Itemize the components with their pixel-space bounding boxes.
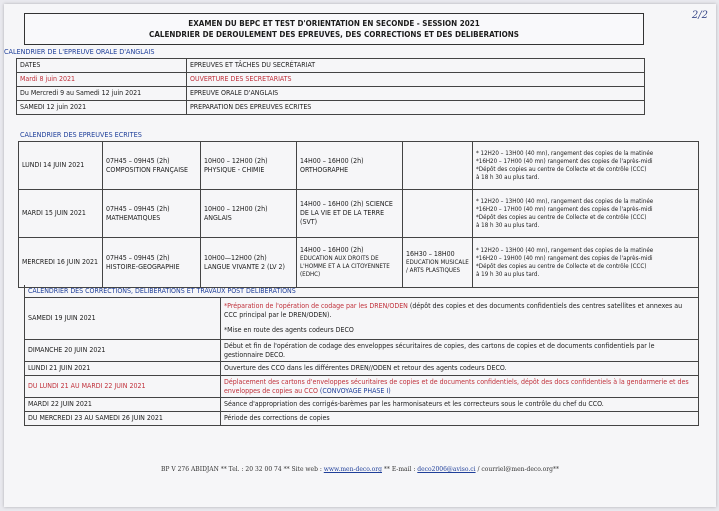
oral-date: Mardi 8 juin 2021 bbox=[17, 73, 187, 87]
oral-task: OUVERTURE DES SECRETARIATS bbox=[187, 73, 645, 87]
exam-slot: 10H00 – 12H00 (2h) ANGLAIS bbox=[201, 190, 297, 238]
correction-date: SAMEDI 19 JUIN 2021 bbox=[25, 298, 221, 340]
corrections-table bbox=[24, 285, 699, 426]
exam-day: MARDI 15 JUIN 2021 bbox=[19, 190, 103, 238]
exam-day: LUNDI 14 JUIN 2021 bbox=[19, 142, 103, 190]
table-row bbox=[17, 87, 645, 101]
correction-date: DIMANCHE 20 JUIN 2021 bbox=[25, 340, 221, 362]
oral-date: SAMEDI 12 juin 2021 bbox=[17, 101, 187, 115]
exam-slot: 14H00 – 16H00 (2h) SCIENCE DE LA VIE ET DE LA TERRE (SVT) bbox=[297, 190, 403, 238]
table-row bbox=[19, 238, 699, 288]
table-row bbox=[25, 285, 699, 298]
table-row bbox=[25, 398, 699, 412]
table-row bbox=[17, 59, 645, 73]
email-link[interactable]: deco2006@aviso.ci bbox=[417, 466, 476, 473]
table-row bbox=[19, 190, 699, 238]
oral-task: EPREUVE ORALE D'ANGLAIS bbox=[187, 87, 645, 101]
exam-notes: * 12H20 – 13H00 (40 mn), rangement des copies de la matinée *16H20 – 17H00 (40 mn) rangement des copies de l'après-midi *Dépôt des copies au centre de Collecte et de contrôle (CCC) à 18 h 30 au plus tard. bbox=[473, 142, 699, 190]
table-row bbox=[25, 412, 699, 426]
header-subtitle: CALENDRIER DE DEROULEMENT DES EPREUVES, DES CORRECTIONS ET DES DELIBERATIONS bbox=[149, 30, 519, 39]
exam-slot bbox=[403, 142, 473, 190]
header-title: EXAMEN DU BEPC ET TEST D'ORIENTATION EN SECONDE - SESSION 2021 bbox=[188, 19, 480, 28]
col-dates-header: DATES bbox=[17, 59, 187, 73]
exam-notes: * 12H20 – 13H00 (40 mn), rangement des copies de la matinée *16H20 – 19H00 (40 mn) rangement des copies de l'après-midi *Dépôt des copies au centre de Collecte et de contrôle (CCC) à 19 h 30 au plus tard. bbox=[473, 238, 699, 288]
table-row bbox=[25, 298, 699, 340]
website-link[interactable]: www.men-deco.org bbox=[323, 466, 382, 473]
document-page bbox=[4, 4, 716, 507]
exam-slot: 16H30 – 18H00 EDUCATION MUSICALE / ARTS PLASTIQUES bbox=[403, 238, 473, 288]
exam-slot: 07H45 – 09H45 (2h) MATHEMATIQUES bbox=[103, 190, 201, 238]
table-row bbox=[25, 362, 699, 376]
correction-date: MARDI 22 JUIN 2021 bbox=[25, 398, 221, 412]
oral-date: Du Mercredi 9 au Samedi 12 juin 2021 bbox=[17, 87, 187, 101]
correction-task: Début et fin de l'opération de codage des enveloppes sécuritaires de copies, des cartons de copies et de documents confidentiels par le gestionnaire DECO. bbox=[221, 340, 699, 362]
written-section-title: CALENDRIER DES EPREUVES ECRITES bbox=[20, 130, 142, 139]
exam-slot: 07H45 – 09H45 (2h) HISTOIRE-GEOGRAPHIE bbox=[103, 238, 201, 288]
oral-section-title: CALENDRIER DE L'EPREUVE ORALE D'ANGLAIS bbox=[4, 47, 155, 56]
exam-notes: * 12H20 – 13H00 (40 mn), rangement des copies de la matinée *16H20 – 17H00 (40 mn) rangement des copies de l'après-midi *Dépôt des copies au centre de Collecte et de contrôle (CCC) à 18 h 30 au plus tard. bbox=[473, 190, 699, 238]
table-row bbox=[17, 73, 645, 87]
correction-task: Déplacement des cartons d'enveloppes sécuritaires de copies et de documents confidentiels, dépôt des docs confidentiels à la gendarmerie et des enveloppes de copies au CCO (CONVOYAGE PHASE I) bbox=[221, 376, 699, 398]
correction-task: *Préparation de l'opération de codage par les DREN/ODEN (dépôt des copies et des documents confidentiels des centres satellites et annexes au CCC principal par le DREN/ODEN). *Mise en route des agents codeurs DECO bbox=[221, 298, 699, 340]
page-number-mark: 2/2 bbox=[691, 10, 708, 21]
correction-task: Séance d'appropriation des corrigés-barèmes par les harmonisateurs et les correcteurs sous le contrôle du chef du CCO. bbox=[221, 398, 699, 412]
oral-calendar-table bbox=[16, 58, 645, 115]
exam-slot: 10H00—12H00 (2h) LANGUE VIVANTE 2 (LV 2) bbox=[201, 238, 297, 288]
corrections-section-title: CALENDRIER DES CORRECTIONS, DELIBERATIONS ET TRAVAUX POST DELIBERATIONS bbox=[25, 285, 699, 298]
document-header bbox=[24, 13, 644, 45]
correction-task: Ouverture des CCO dans les différentes DREN//ODEN et retour des agents codeurs DECO. bbox=[221, 362, 699, 376]
document-footer: BP V 276 ABIDJAN ** Tel. : 20 32 00 74 ** Site web : www.men-deco.org ** E-mail : deco2006@aviso.ci / courriel@men-deco.org** bbox=[161, 466, 559, 473]
exam-slot: 07H45 – 09H45 (2h) COMPOSITION FRANÇAISE bbox=[103, 142, 201, 190]
table-row bbox=[25, 340, 699, 362]
exam-slot: 10H00 – 12H00 (2h) PHYSIQUE - CHIMIE bbox=[201, 142, 297, 190]
correction-task: Période des corrections de copies bbox=[221, 412, 699, 426]
correction-date: DU MERCREDI 23 AU SAMEDI 26 JUIN 2021 bbox=[25, 412, 221, 426]
exam-day: MERCREDI 16 JUIN 2021 bbox=[19, 238, 103, 288]
exam-slot: 14H00 – 16H00 (2h) EDUCATION AUX DROITS DE L'HOMME ET A LA CITOYENNETE (EDHC) bbox=[297, 238, 403, 288]
table-row bbox=[19, 142, 699, 190]
exam-slot bbox=[403, 190, 473, 238]
table-row bbox=[25, 376, 699, 398]
correction-date: LUNDI 21 JUIN 2021 bbox=[25, 362, 221, 376]
table-row bbox=[17, 101, 645, 115]
exam-slot: 14H00 – 16H00 (2h) ORTHOGRAPHE bbox=[297, 142, 403, 190]
col-tasks-header: EPREUVES ET TÂCHES DU SECRÉTARIAT bbox=[187, 59, 645, 73]
written-exams-table bbox=[18, 141, 699, 288]
oral-task: PREPARATION DES EPREUVES ECRITES bbox=[187, 101, 645, 115]
correction-date: DU LUNDI 21 AU MARDI 22 JUIN 2021 bbox=[25, 376, 221, 398]
